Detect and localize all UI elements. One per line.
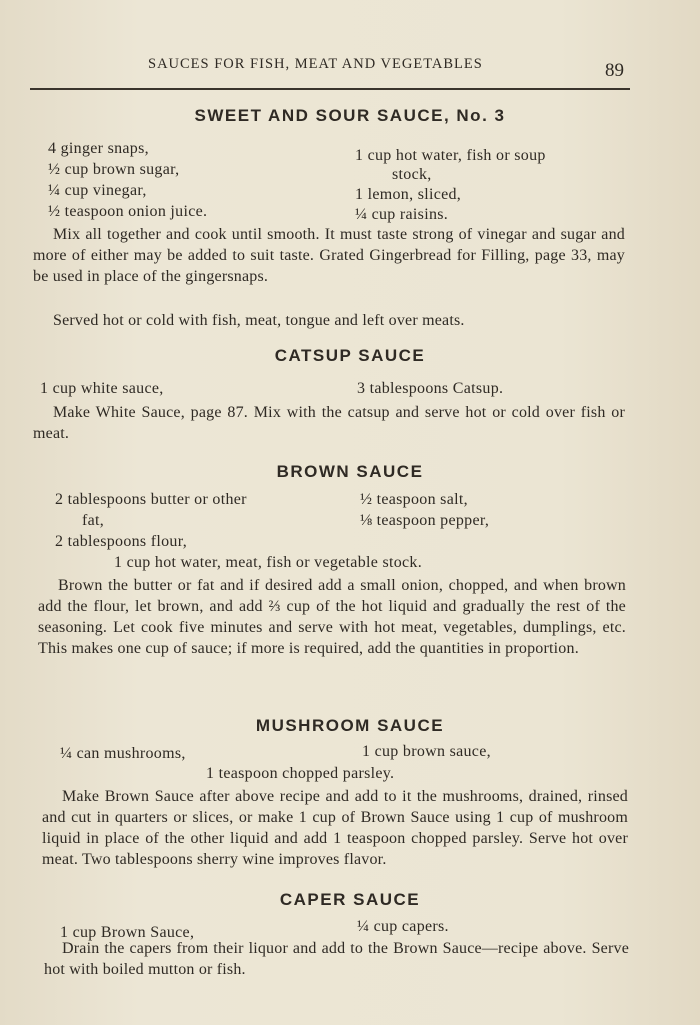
- brown-ingredient-left-1: 2 tablespoons butter or other: [55, 491, 247, 508]
- brown-title: BROWN SAUCE: [276, 462, 424, 481]
- mushroom-ingredient-left: ¼ can mushrooms,: [60, 745, 186, 762]
- brown-ingredient-center: 1 cup hot water, meat, fish or vegetable stock.: [114, 554, 423, 571]
- caper-title: CAPER SAUCE: [279, 890, 421, 909]
- sweet-sour-ingredient-right-1: 1 cup hot water, fish or soup: [355, 147, 546, 164]
- mushroom-ingredient-right: 1 cup brown sauce,: [362, 743, 491, 760]
- catsup-ingredient-left: 1 cup white sauce,: [40, 380, 164, 397]
- brown-ingredient-right-1: ½ teaspoon salt,: [360, 491, 468, 508]
- caper-ingredient-right: ¼ cup capers.: [357, 918, 449, 935]
- sweet-sour-ingredient-left-1: 4 ginger snaps,: [48, 140, 149, 157]
- catsup-title: CATSUP SAUCE: [274, 346, 426, 365]
- page-number: 89: [605, 60, 624, 81]
- caper-paragraph: Drain the capers from their liquor and add to the Brown Sauce—recipe above. Serve hot with boiled mutton or fish.: [44, 940, 629, 978]
- sweet-sour-title: SWEET AND SOUR SAUCE, No. 3: [194, 106, 506, 125]
- running-head: SAUCES FOR FISH, MEAT AND VEGETABLES: [148, 56, 483, 72]
- mushroom-ingredient-center: 1 teaspoon chopped parsley.: [206, 765, 395, 782]
- mushroom-paragraph: Make Brown Sauce after above recipe and add to it the mushrooms, drained, rinsed and cut in quarters or slices, or make 1 cup of Brown Sauce using 1 cup of mushroom liquid in place of the other liquid and add 1 teaspoon chopped parsley. Serve hot over meat. Two tablespoons sherry wine improves flavor.: [42, 788, 628, 868]
- brown-ingredient-left-3: 2 tablespoons flour,: [55, 533, 188, 550]
- page-header: [30, 52, 630, 90]
- sweet-sour-ingredient-right-3: 1 lemon, sliced,: [355, 186, 462, 203]
- catsup-paragraph: Make White Sauce, page 87. Mix with the catsup and serve hot or cold over fish or meat.: [33, 404, 625, 442]
- sweet-sour-ingredient-left-2: ½ cup brown sugar,: [48, 161, 180, 178]
- sweet-sour-paragraph-2: Served hot or cold with fish, meat, tongue and left over meats.: [53, 312, 465, 329]
- sweet-sour-paragraph-1: Mix all together and cook until smooth. It must taste strong of vinegar and sugar and more of either may be added to suit taste. Grated Gingerbread for Filling, page 33, may be used in place of the gingersnaps.: [33, 226, 625, 285]
- brown-ingredient-left-2: fat,: [82, 512, 105, 529]
- catsup-ingredient-right: 3 tablespoons Catsup.: [357, 380, 504, 397]
- sweet-sour-ingredient-right-2: stock,: [392, 166, 432, 183]
- brown-ingredient-right-2: ⅛ teaspoon pepper,: [360, 512, 490, 529]
- caper-ingredient-left: 1 cup Brown Sauce,: [60, 924, 195, 941]
- sweet-sour-ingredient-left-3: ¼ cup vinegar,: [48, 182, 147, 199]
- mushroom-title: MUSHROOM SAUCE: [255, 716, 445, 735]
- brown-paragraph: Brown the butter or fat and if desired add a small onion, chopped, and when brown add the flour, let brown, and add ⅔ cup of the hot liquid and gradually the rest of the seasoning. Let cook five minutes and serve with hot meat, vegetables, dumplings, etc. This makes one cup of sauce; if more is required, add the quantities in proportion.: [38, 577, 626, 657]
- sweet-sour-ingredient-right-4: ¼ cup raisins.: [355, 206, 449, 223]
- sweet-sour-ingredient-left-4: ½ teaspoon onion juice.: [48, 203, 208, 220]
